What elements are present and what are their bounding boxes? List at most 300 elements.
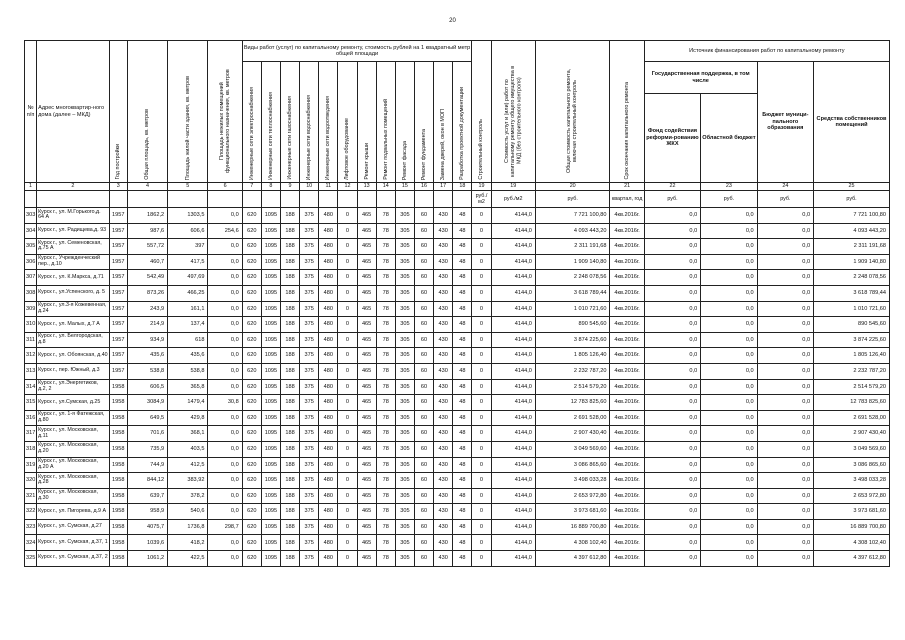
cell-c20: 2 311 191,68 — [535, 239, 610, 255]
cell-c25: 3 049 569,60 — [814, 441, 890, 457]
cell-c14: 78 — [376, 254, 395, 270]
cell-c23: 0,0 — [701, 301, 757, 317]
cell-c14: 78 — [376, 239, 395, 255]
cell-c19b: 4144,0 — [491, 208, 535, 224]
cell-c24: 0,0 — [757, 239, 813, 255]
cell-c20: 3 498 033,28 — [535, 473, 610, 489]
cell-n: 312 — [25, 348, 37, 364]
cell-c12: 0 — [338, 363, 357, 379]
cell-c20: 4 397 612,80 — [535, 551, 610, 567]
cell-total: 542,49 — [127, 270, 167, 286]
cell-c13: 465 — [357, 473, 376, 489]
cell-n: 303 — [25, 208, 37, 224]
cell-c20: 3 049 569,60 — [535, 441, 610, 457]
cell-n: 322 — [25, 504, 37, 520]
cell-c9: 188 — [280, 285, 299, 301]
table-row — [25, 223, 890, 239]
column-number: 18 — [453, 183, 472, 191]
cell-c10: 375 — [300, 441, 319, 457]
cell-nonres: 254,6 — [208, 223, 242, 239]
cell-c14: 78 — [376, 535, 395, 551]
cell-nonres: 0,0 — [208, 317, 242, 333]
cell-c19b: 4144,0 — [491, 223, 535, 239]
cell-c25: 16 889 700,80 — [814, 519, 890, 535]
cell-nonres: 0,0 — [208, 301, 242, 317]
cell-c24: 0,0 — [757, 223, 813, 239]
cell-c9: 188 — [280, 348, 299, 364]
cell-nonres: 0,0 — [208, 285, 242, 301]
cell-c19b: 4144,0 — [491, 457, 535, 473]
cell-c17: 430 — [434, 535, 453, 551]
cell-year: 1957 — [109, 363, 127, 379]
cell-c13: 465 — [357, 457, 376, 473]
cell-c9: 188 — [280, 317, 299, 333]
cell-c25: 3 874 225,60 — [814, 332, 890, 348]
cell-c15: 305 — [395, 410, 414, 426]
cell-nonres: 0,0 — [208, 348, 242, 364]
cell-c14: 78 — [376, 317, 395, 333]
cell-addr: Курск г., ул. Сумская, д.37, 1 — [37, 535, 110, 551]
cell-c17: 430 — [434, 457, 453, 473]
cell-c9: 188 — [280, 410, 299, 426]
cell-addr: Курск г., пер. Южный, д.3 — [37, 363, 110, 379]
cell-c10: 375 — [300, 379, 319, 395]
unit-cell — [25, 191, 37, 208]
cell-c22: 0,0 — [644, 254, 700, 270]
column-number: 1 — [25, 183, 37, 191]
cell-n: 320 — [25, 473, 37, 489]
unit-cell: квартал, год — [610, 191, 644, 208]
cell-year: 1957 — [109, 301, 127, 317]
cell-c15: 305 — [395, 519, 414, 535]
cell-c8: 1095 — [261, 285, 280, 301]
cell-total: 639,7 — [127, 488, 167, 504]
cell-c19: 0 — [472, 332, 491, 348]
table-row — [25, 457, 890, 473]
cell-c19: 0 — [472, 395, 491, 411]
cell-c7: 620 — [242, 457, 261, 473]
cell-c19b: 4144,0 — [491, 473, 535, 489]
cell-c24: 0,0 — [757, 441, 813, 457]
cell-c17: 430 — [434, 239, 453, 255]
cell-c13: 465 — [357, 332, 376, 348]
cell-c22: 0,0 — [644, 395, 700, 411]
cell-c16: 60 — [414, 270, 433, 286]
cell-addr: Курск г., ул. Московская, д.20 — [37, 441, 110, 457]
cell-year: 1957 — [109, 254, 127, 270]
table-row — [25, 270, 890, 286]
cell-c15: 305 — [395, 348, 414, 364]
cell-c12: 0 — [338, 208, 357, 224]
cell-c8: 1095 — [261, 363, 280, 379]
cell-c25: 2 653 972,80 — [814, 488, 890, 504]
cell-c9: 188 — [280, 457, 299, 473]
cell-c20: 7 721 100,80 — [535, 208, 610, 224]
cell-nonres: 0,0 — [208, 270, 242, 286]
cell-c9: 188 — [280, 395, 299, 411]
financing-group-header: Источник финансирования работ по капитальному ремонту — [644, 41, 889, 62]
cell-c24: 0,0 — [757, 410, 813, 426]
table-row — [25, 285, 890, 301]
cell-c19: 0 — [472, 301, 491, 317]
cell-c23: 0,0 — [701, 395, 757, 411]
column-number: 11 — [319, 183, 338, 191]
cell-c20: 1 010 721,60 — [535, 301, 610, 317]
cell-c9: 188 — [280, 519, 299, 535]
cell-c25: 1 805 126,40 — [814, 348, 890, 364]
cell-c19b: 4144,0 — [491, 301, 535, 317]
cell-c18: 48 — [453, 317, 472, 333]
cell-c25: 2 311 191,68 — [814, 239, 890, 255]
cell-c18: 48 — [453, 410, 472, 426]
cell-n: 315 — [25, 395, 37, 411]
cell-c17: 430 — [434, 504, 453, 520]
col-header-number: № п/п — [25, 41, 37, 183]
cell-c21: 4кв.2016г. — [610, 410, 644, 426]
cell-c8: 1095 — [261, 426, 280, 442]
cell-living: 383,92 — [168, 473, 208, 489]
cell-c8: 1095 — [261, 535, 280, 551]
cell-nonres: 298,7 — [208, 519, 242, 535]
column-number: 15 — [395, 183, 414, 191]
cell-nonres: 0,0 — [208, 535, 242, 551]
cell-c12: 0 — [338, 223, 357, 239]
cell-c7: 620 — [242, 551, 261, 567]
cell-c24: 0,0 — [757, 488, 813, 504]
cell-c19: 0 — [472, 426, 491, 442]
cell-c19b: 4144,0 — [491, 535, 535, 551]
cell-c25: 7 721 100,80 — [814, 208, 890, 224]
cell-living: 538,8 — [168, 363, 208, 379]
cell-c10: 375 — [300, 348, 319, 364]
cell-living: 618 — [168, 332, 208, 348]
col-header-owners-funds: Средства собственников помещений — [814, 62, 890, 183]
cell-c20: 2 691 528,00 — [535, 410, 610, 426]
cell-c21: 4кв.2016г. — [610, 317, 644, 333]
cell-c15: 305 — [395, 473, 414, 489]
table-row — [25, 379, 890, 395]
cell-c17: 430 — [434, 426, 453, 442]
cell-c15: 305 — [395, 317, 414, 333]
cell-addr: Курск г., ул.Сумская, д.25 — [37, 395, 110, 411]
cell-c20: 890 545,60 — [535, 317, 610, 333]
cell-c7: 620 — [242, 363, 261, 379]
cell-c20: 3 874 225,60 — [535, 332, 610, 348]
cell-n: 306 — [25, 254, 37, 270]
cell-c15: 305 — [395, 395, 414, 411]
cell-c14: 78 — [376, 223, 395, 239]
cell-c19b: 4144,0 — [491, 488, 535, 504]
cell-c13: 465 — [357, 551, 376, 567]
cell-c24: 0,0 — [757, 426, 813, 442]
cell-c21: 4кв.2016г. — [610, 348, 644, 364]
cell-c20: 1 805 126,40 — [535, 348, 610, 364]
unit-cell — [434, 191, 453, 208]
cell-c10: 375 — [300, 285, 319, 301]
cell-c12: 0 — [338, 535, 357, 551]
cell-c24: 0,0 — [757, 285, 813, 301]
cell-year: 1958 — [109, 410, 127, 426]
unit-cell — [127, 191, 167, 208]
cell-n: 314 — [25, 379, 37, 395]
cell-c13: 465 — [357, 426, 376, 442]
cell-c22: 0,0 — [644, 348, 700, 364]
cell-c18: 48 — [453, 348, 472, 364]
cell-addr: Курск г., ул. Сумская, д.37, 2 — [37, 551, 110, 567]
cell-c25: 4 397 612,80 — [814, 551, 890, 567]
cell-c22: 0,0 — [644, 301, 700, 317]
cell-c16: 60 — [414, 473, 433, 489]
cell-c10: 375 — [300, 208, 319, 224]
cell-c21: 4кв.2016г. — [610, 504, 644, 520]
cell-n: 307 — [25, 270, 37, 286]
cell-c13: 465 — [357, 535, 376, 551]
cell-c12: 0 — [338, 457, 357, 473]
cell-c8: 1095 — [261, 441, 280, 457]
cell-c14: 78 — [376, 519, 395, 535]
cell-n: 313 — [25, 363, 37, 379]
cell-c16: 60 — [414, 519, 433, 535]
cell-c21: 4кв.2016г. — [610, 270, 644, 286]
table-row — [25, 239, 890, 255]
cell-c19: 0 — [472, 363, 491, 379]
cell-total: 4075,7 — [127, 519, 167, 535]
cell-c15: 305 — [395, 285, 414, 301]
cell-c18: 48 — [453, 363, 472, 379]
cell-c22: 0,0 — [644, 270, 700, 286]
cell-c21: 4кв.2016г. — [610, 379, 644, 395]
cell-c17: 430 — [434, 363, 453, 379]
table-row — [25, 348, 890, 364]
col-header-living-area: Площадь жилой части здания, кв. метров — [168, 41, 208, 183]
cell-living: 422,5 — [168, 551, 208, 567]
col-header-roof: Ремонт крыши — [357, 62, 376, 183]
unit-cell — [319, 191, 338, 208]
cell-c15: 305 — [395, 457, 414, 473]
col-header-municipal-budget: Бюджет муници-пального образования — [757, 62, 813, 183]
cell-c18: 48 — [453, 551, 472, 567]
cell-c9: 188 — [280, 363, 299, 379]
cell-n: 311 — [25, 332, 37, 348]
cell-c19: 0 — [472, 270, 491, 286]
capital-repair-table — [24, 40, 890, 567]
cell-addr: Курск г., ул. Семеновская, д.75 А — [37, 239, 110, 255]
cell-c11: 480 — [319, 504, 338, 520]
cell-c10: 375 — [300, 270, 319, 286]
cell-c7: 620 — [242, 410, 261, 426]
column-number: 19 — [472, 183, 491, 191]
cell-c20: 1 909 140,80 — [535, 254, 610, 270]
table-row — [25, 317, 890, 333]
cell-c11: 480 — [319, 239, 338, 255]
cell-c20: 2 248 078,56 — [535, 270, 610, 286]
col-header-regional-budget: Областной бюджет — [701, 94, 757, 183]
cell-c11: 480 — [319, 457, 338, 473]
cell-c11: 480 — [319, 270, 338, 286]
cell-c14: 78 — [376, 457, 395, 473]
cell-c13: 465 — [357, 317, 376, 333]
cell-living: 412,5 — [168, 457, 208, 473]
cell-c18: 48 — [453, 379, 472, 395]
cell-c16: 60 — [414, 317, 433, 333]
cell-c7: 620 — [242, 317, 261, 333]
cell-c18: 48 — [453, 473, 472, 489]
table-row — [25, 254, 890, 270]
cell-c14: 78 — [376, 410, 395, 426]
cell-c23: 0,0 — [701, 285, 757, 301]
cell-c16: 60 — [414, 223, 433, 239]
units-row — [25, 191, 890, 208]
cell-c19: 0 — [472, 551, 491, 567]
cell-addr: Курск г., ул.3-я Кожевенная, д.24 — [37, 301, 110, 317]
cell-c21: 4кв.2016г. — [610, 301, 644, 317]
cell-c19: 0 — [472, 317, 491, 333]
cell-c14: 78 — [376, 441, 395, 457]
cell-c23: 0,0 — [701, 473, 757, 489]
cell-c16: 60 — [414, 208, 433, 224]
cell-c13: 465 — [357, 504, 376, 520]
cell-c18: 48 — [453, 239, 472, 255]
cell-c12: 0 — [338, 379, 357, 395]
table-row — [25, 504, 890, 520]
cell-year: 1957 — [109, 270, 127, 286]
cell-c17: 430 — [434, 488, 453, 504]
column-number: 4 — [127, 183, 167, 191]
cell-addr: Курск г., ул. М.Горького,д. 64 А — [37, 208, 110, 224]
cell-c17: 430 — [434, 348, 453, 364]
cell-living: 137,4 — [168, 317, 208, 333]
unit-cell — [338, 191, 357, 208]
works-group-header: Виды работ (услуг) по капитальному ремонту, стоимость рублей на 1 квадратный метр общей площади — [242, 41, 472, 62]
cell-c19b: 4144,0 — [491, 395, 535, 411]
cell-c11: 480 — [319, 301, 338, 317]
cell-c8: 1095 — [261, 348, 280, 364]
cell-c25: 2 248 078,56 — [814, 270, 890, 286]
cell-c15: 305 — [395, 535, 414, 551]
cell-total: 1061,2 — [127, 551, 167, 567]
cell-c13: 465 — [357, 410, 376, 426]
column-number: 24 — [757, 183, 813, 191]
col-header-sewer: Инженерные сети водоотведения — [319, 62, 338, 183]
cell-year: 1957 — [109, 239, 127, 255]
unit-cell — [357, 191, 376, 208]
cell-c25: 2 514 579,20 — [814, 379, 890, 395]
cell-c18: 48 — [453, 457, 472, 473]
cell-c19: 0 — [472, 254, 491, 270]
cell-c23: 0,0 — [701, 410, 757, 426]
table-row — [25, 395, 890, 411]
col-header-fund-gkh: Фонд содействия реформи-рованию ЖКХ — [644, 94, 700, 183]
cell-nonres: 0,0 — [208, 488, 242, 504]
cell-c24: 0,0 — [757, 317, 813, 333]
table-row — [25, 208, 890, 224]
cell-c9: 188 — [280, 223, 299, 239]
cell-c25: 3 973 681,60 — [814, 504, 890, 520]
column-number: 10 — [300, 183, 319, 191]
table-row — [25, 441, 890, 457]
cell-c18: 48 — [453, 504, 472, 520]
cell-c24: 0,0 — [757, 332, 813, 348]
cell-c13: 465 — [357, 239, 376, 255]
cell-c16: 60 — [414, 551, 433, 567]
cell-c24: 0,0 — [757, 208, 813, 224]
cell-c14: 78 — [376, 348, 395, 364]
cell-c10: 375 — [300, 239, 319, 255]
cell-c7: 620 — [242, 208, 261, 224]
column-number: 2 — [37, 183, 110, 191]
cell-c16: 60 — [414, 535, 433, 551]
cell-c13: 465 — [357, 270, 376, 286]
cell-c17: 430 — [434, 410, 453, 426]
cell-c19: 0 — [472, 223, 491, 239]
cell-c7: 620 — [242, 519, 261, 535]
cell-c23: 0,0 — [701, 223, 757, 239]
cell-c23: 0,0 — [701, 239, 757, 255]
cell-c11: 480 — [319, 208, 338, 224]
cell-nonres: 0,0 — [208, 457, 242, 473]
cell-c17: 430 — [434, 473, 453, 489]
cell-c22: 0,0 — [644, 473, 700, 489]
cell-c24: 0,0 — [757, 473, 813, 489]
cell-c14: 78 — [376, 208, 395, 224]
cell-c7: 620 — [242, 270, 261, 286]
cell-c9: 188 — [280, 535, 299, 551]
cell-year: 1958 — [109, 473, 127, 489]
cell-c23: 0,0 — [701, 379, 757, 395]
col-header-elevator: Лифтовое оборудование — [338, 62, 357, 183]
column-number: 20 — [535, 183, 610, 191]
cell-total: 873,26 — [127, 285, 167, 301]
cell-n: 321 — [25, 488, 37, 504]
cell-addr: Курск г., ул. Московская, д.11 — [37, 426, 110, 442]
cell-c21: 4кв.2016г. — [610, 208, 644, 224]
cell-c15: 305 — [395, 488, 414, 504]
cell-c18: 48 — [453, 301, 472, 317]
cell-c12: 0 — [338, 410, 357, 426]
cell-c19b: 4144,0 — [491, 426, 535, 442]
table-row — [25, 488, 890, 504]
cell-c10: 375 — [300, 473, 319, 489]
cell-c19b: 4144,0 — [491, 254, 535, 270]
cell-living: 1479,4 — [168, 395, 208, 411]
cell-addr: Курск г., ул. Малых, д.7 А — [37, 317, 110, 333]
cell-c16: 60 — [414, 441, 433, 457]
cell-c19: 0 — [472, 285, 491, 301]
cell-c22: 0,0 — [644, 457, 700, 473]
cell-total: 1862,2 — [127, 208, 167, 224]
cell-c23: 0,0 — [701, 270, 757, 286]
cell-c11: 480 — [319, 317, 338, 333]
col-header-heating: Инженерные сети теплоснабжения — [261, 62, 280, 183]
cell-c15: 305 — [395, 426, 414, 442]
cell-c24: 0,0 — [757, 363, 813, 379]
cell-total: 460,7 — [127, 254, 167, 270]
cell-c20: 16 889 700,80 — [535, 519, 610, 535]
table-row — [25, 410, 890, 426]
cell-c15: 305 — [395, 363, 414, 379]
cell-c19: 0 — [472, 504, 491, 520]
cell-c8: 1095 — [261, 332, 280, 348]
column-number: 12 — [338, 183, 357, 191]
cell-c9: 188 — [280, 488, 299, 504]
cell-c15: 305 — [395, 551, 414, 567]
cell-n: 310 — [25, 317, 37, 333]
unit-cell — [242, 191, 261, 208]
col-header-deadline: Срок окончания капитального ремонта — [610, 41, 644, 183]
cell-c21: 4кв.2016г. — [610, 285, 644, 301]
cell-c13: 465 — [357, 348, 376, 364]
cell-c8: 1095 — [261, 551, 280, 567]
